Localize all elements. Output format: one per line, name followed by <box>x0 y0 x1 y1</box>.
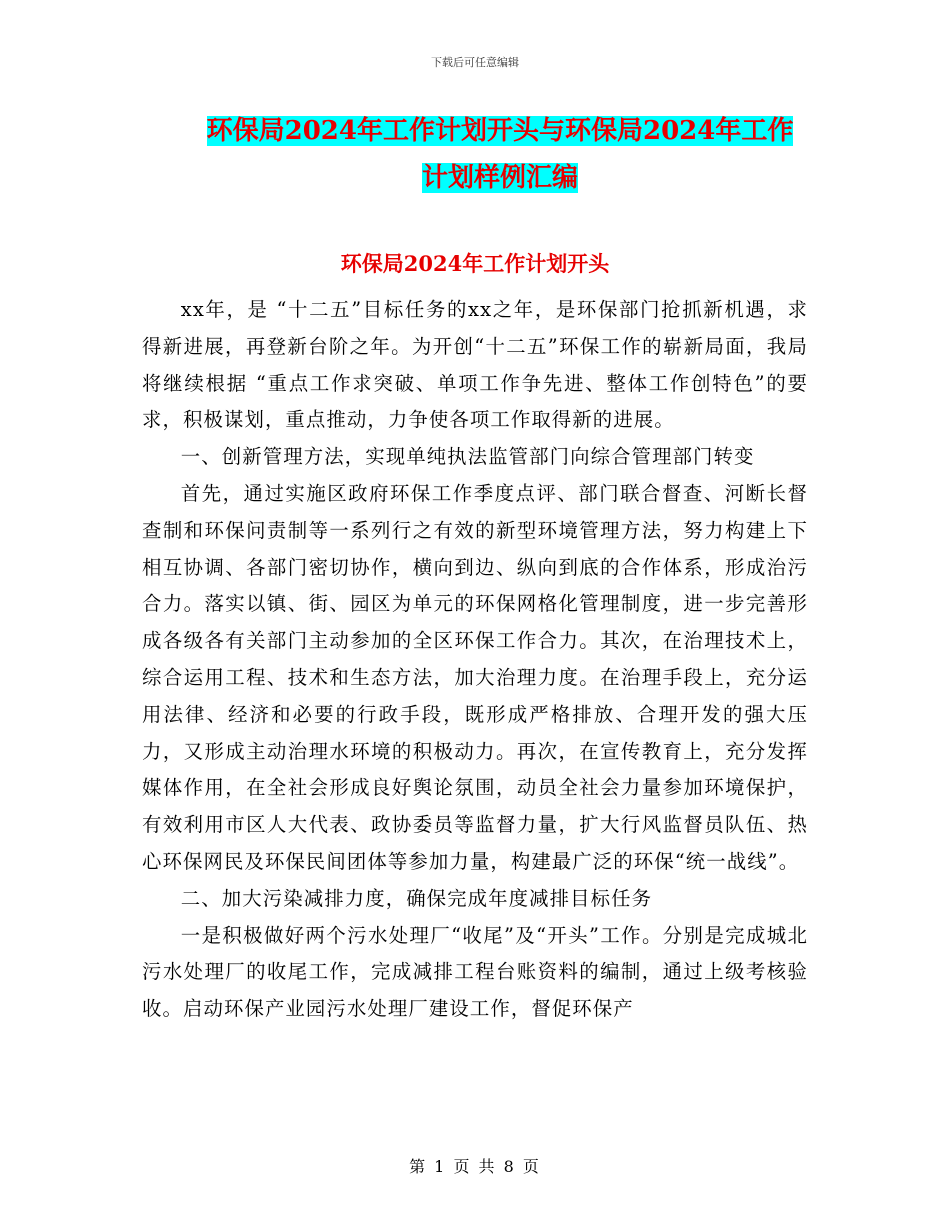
header-note: 下载后可任意编辑 <box>431 56 519 69</box>
document-body <box>142 292 808 1028</box>
page-number: 第 1 页 共 8 页 <box>409 1157 541 1176</box>
paragraph-heading-2: 二、加大污染减排力度，确保完成年度减排目标任务 <box>180 886 653 910</box>
document-title-text: 环保局2024年工作计划开头与环保局2024年工作计划样例汇编 <box>206 116 794 193</box>
paragraph-heading-1: 一、创新管理方法，实现单纯执法监管部门向综合管理部门转变 <box>180 445 755 469</box>
paragraph-sewage: 一是积极做好两个污水处理厂“收尾”及“开头”工作。分别是完成城北污水处理厂的收尾工作，完成减排工程台账资料的编制，通过上级考核验收。启动环保产业园污水处理厂建设工作，督促环保产 <box>142 923 808 1021</box>
document-title <box>195 108 805 202</box>
section-title: 环保局2024年工作计划开头 <box>340 251 610 276</box>
paragraph-management: 首先，通过实施区政府环保工作季度点评、部门联合督查、河断长督查制和环保问责制等一系列行之有效的新型环境管理方法，努力构建上下相互协调、各部门密切协作，横向到边、纵向到底的合作体系，形成治污合力。落实以镇、街、园区为单元的环保网格化管理制度，进一步完善形成各级各有关部门主动参加的全区环保工作合力。其次，在治理技术上，综合运用工程、技术和生态方法，加大治理力度。在治理手段上，充分运用法律、经济和必要的行政手段，既形成严格排放、合理开发的强大压力，又形成主动治理水环境的积极动力。再次，在宣传教育上，充分发挥媒体作用，在全社会形成良好舆论氛围，动员全社会力量参加环境保护，有效利用市区人大代表、政协委员等监督力量，扩大行风监督员队伍、热心环保网民及环保民间团体等参加力量，构建最广泛的环保“统一战线”。 <box>142 481 808 873</box>
paragraph-intro: xx年，是 “十二五”目标任务的xx之年，是环保部门抢抓新机遇，求得新进展，再登新台阶之年。为开创“十二五”环保工作的崭新局面，我局将继续根据 “重点工作求突破、单项工作争先进、整体工作创特色”的要求，积极谋划，重点推动，力争使各项工作取得新的进展。 <box>142 298 808 432</box>
